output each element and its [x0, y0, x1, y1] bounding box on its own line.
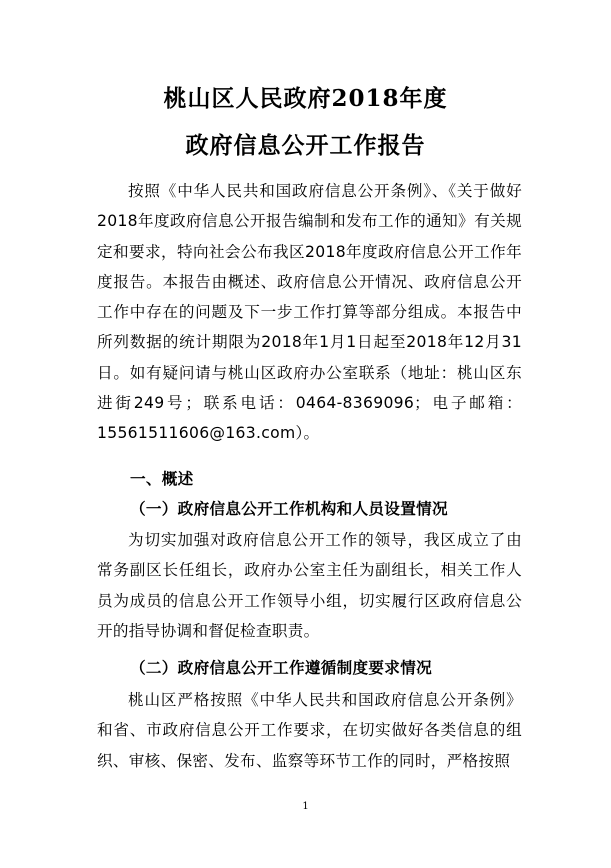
organization-paragraph	[97, 525, 522, 646]
report-title-line1: 桃山区人民政府2018年度	[163, 85, 448, 112]
section-heading-overview: 一、概述	[130, 470, 194, 488]
regulations-text: 桃山区严格按照《中华人民共和国政府信息公开条例》和省、市政府信息公开工作要求，在切实做好各类信息的组织、审核、保密、发布、监察等环节工作的同时，严格按照	[97, 691, 522, 770]
subsection-heading-organization: （一）政府信息公开工作机构和人员设置情况	[130, 499, 448, 518]
intro-text: 按照《中华人民共和国政府信息公开条例》、《关于做好2018年度政府信息公开报告编制和发布工作的通知》有关规定和要求，特向社会公布我区2018年度政府信息公开工作年度报告。本报告由概述、政府信息公开情况、政府信息公开工作中存在的问题及下一步工作打算等部分组成。本报告中所列数据的统计期限为2018年1月1日起至2018年12月31日。如有疑问请与桃山区政府办公室联系（地址：桃山区东进街249号；联系电话：0464-8369096；电子邮箱：15561511606@163.com）。	[97, 182, 522, 443]
regulations-paragraph	[97, 685, 522, 776]
report-title-line2: 政府信息公开工作报告	[185, 132, 426, 159]
intro-paragraph	[97, 176, 522, 449]
organization-text: 为切实加强对政府信息公开工作的领导，我区成立了由常务副区长任组长，政府办公室主任为副组长，相关工作人员为成员的信息公开工作领导小组，切实履行区政府信息公开的指导协调和督促检查职责。	[97, 531, 522, 640]
page-number: 1	[302, 801, 309, 812]
subsection-heading-regulations: （二）政府信息公开工作遵循制度要求情况	[130, 658, 432, 677]
